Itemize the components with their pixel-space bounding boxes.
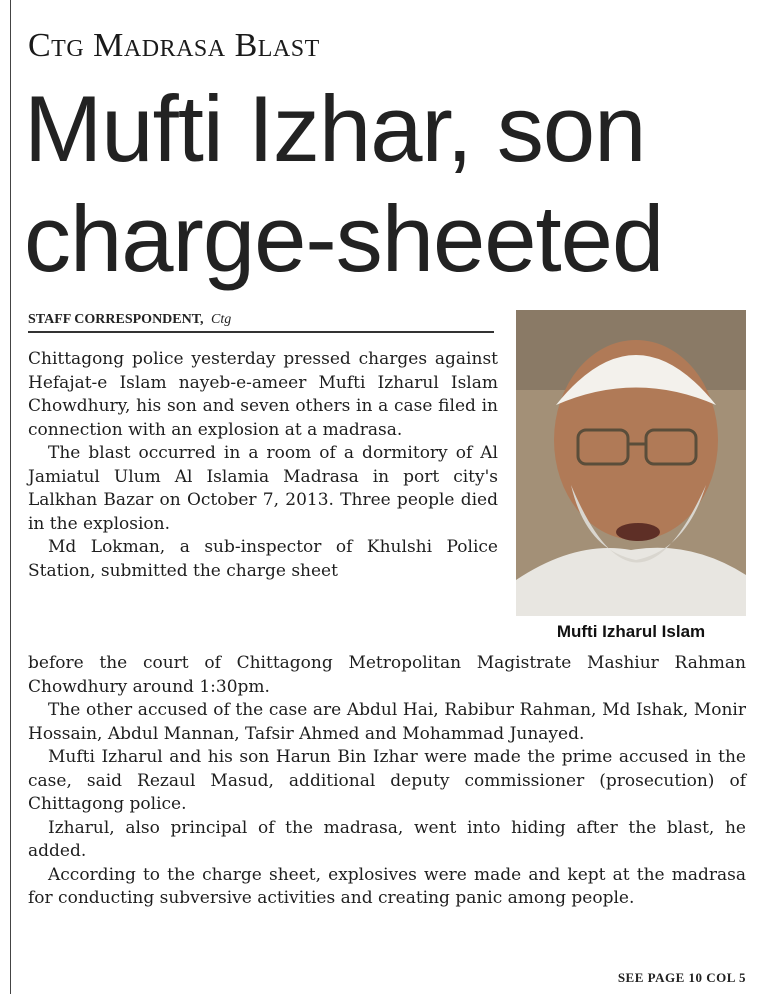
kicker: Ctg Madrasa Blast <box>28 27 320 64</box>
paragraph: Mufti Izharul and his son Harun Bin Izhar were made the prime accused in the case, said Rezaul Masud, additional deputy commissioner (prosecution) of Chittagong police. <box>28 747 746 814</box>
byline <box>28 312 494 333</box>
paragraph: Md Lokman, a sub-inspector of Khulshi Police Station, submitted the charge sheet <box>28 537 498 581</box>
paragraph: According to the charge sheet, explosives were made and kept at the madrasa for conducting subversive activities and creating panic among people. <box>28 864 746 908</box>
column-rule <box>10 0 11 994</box>
paragraph: before the court of Chittagong Metropolitan Magistrate Mashiur Rahman Chowdhury around 1:30pm. <box>28 653 746 697</box>
paragraph: The other accused of the case are Abdul Hai, Rabibur Rahman, Md Ishak, Monir Hossain, Abdul Mannan, Tafsir Ahmed and Mohammad Junayed. <box>28 700 746 744</box>
article-body-wide <box>28 652 746 911</box>
portrait-illustration <box>516 310 746 616</box>
photo-caption: Mufti Izharul Islam <box>556 622 706 641</box>
paragraph: Izharul, also principal of the madrasa, went into hiding after the blast, he added. <box>28 817 746 861</box>
article-body-narrow <box>28 348 498 583</box>
paragraph: The blast occurred in a room of a dormitory of Al Jamiatul Ulum Al Islamia Madrasa in port city's Lalkhan Bazar on October 7, 2013. Three people died in the explosion. <box>28 443 498 534</box>
continuation-note: SEE PAGE 10 COL 5 <box>617 970 746 985</box>
paragraph: Chittagong police yesterday pressed charges against Hefajat-e Islam nayeb-e-ameer Mufti Izharul Islam Chowdhury, his son and seven others in a case filed in connection with an explosion at a madrasa. <box>28 349 498 440</box>
byline-place: Ctg <box>211 312 232 327</box>
portrait-photo <box>516 310 746 616</box>
headline: Mufti Izhar, son charge-sheeted <box>24 76 664 291</box>
byline-author: STAFF CORRESPONDENT, <box>28 312 204 327</box>
